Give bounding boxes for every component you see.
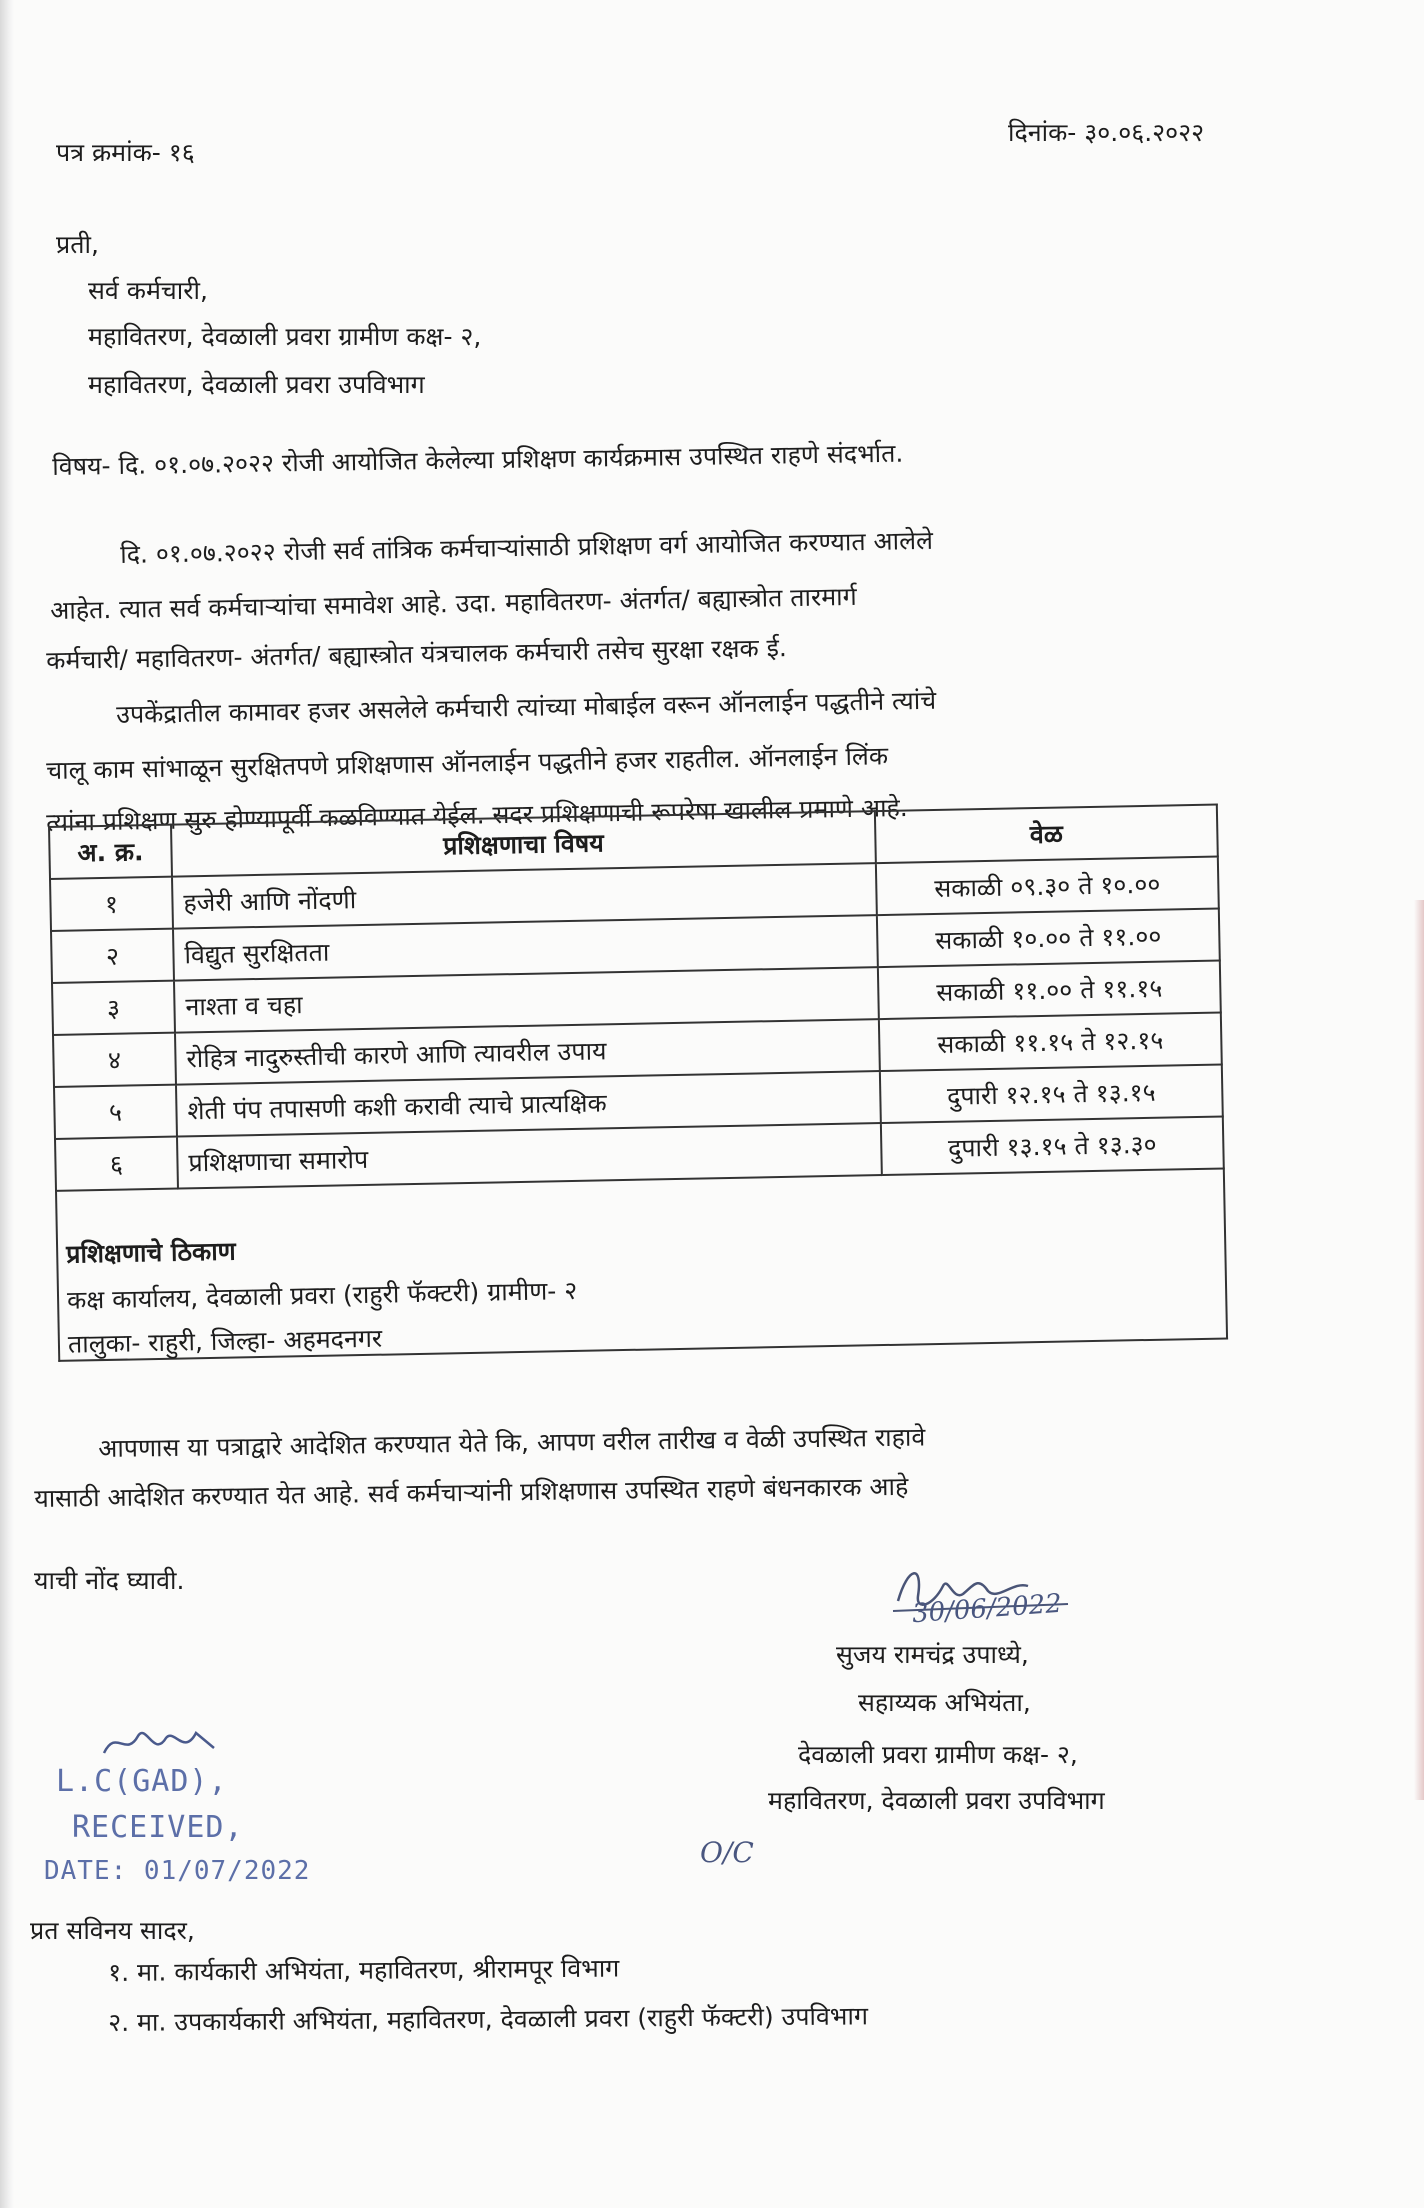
letter-date: दिनांक- ३०.०६.२०२२	[1008, 118, 1205, 147]
body-p1-line-3: कर्मचारी/ महावितरण- अंतर्गत/ बह्यास्त्रोत यंत्रचालक कर्मचारी तसेच सुरक्षा रक्षक ई.	[46, 633, 788, 675]
recipient-line-2: महावितरण, देवळाली प्रवरा ग्रामीण कक्ष- २,	[88, 322, 482, 351]
signatory-office-1: देवळाली प्रवरा ग्रामीण कक्ष- २,	[798, 1740, 1078, 1769]
received-stamp	[36, 1718, 356, 1898]
recipient-to: प्रती,	[56, 230, 99, 259]
page-left-edge	[0, 0, 14, 2208]
closing-line-2: यासाठी आदेशित करण्यात येत आहे. सर्व कर्मचाऱ्यांनी प्रशिक्षणास उपस्थित राहणे बंधनकारक आहे	[34, 1471, 909, 1513]
closing-line-3: याची नोंद घ्यावी.	[34, 1566, 185, 1595]
row-topic: रोहित्र नादुरुस्तीची कारणे आणि त्यावरील उपाय	[175, 1019, 880, 1085]
row-topic: हजेरी आणि नोंदणी	[172, 863, 877, 929]
venue-line-2: तालुका- राहुरी, जिल्हा- अहमदनगर	[67, 1323, 383, 1359]
venue-line-1: कक्ष कार्यालय, देवळाली प्रवरा (राहुरी फॅक्टरी) ग्रामीण- २	[66, 1275, 578, 1315]
venue-title: प्रशिक्षणाचे ठिकाण	[65, 1236, 236, 1269]
copy-to-heading: प्रत सविनय सादर,	[30, 1916, 195, 1945]
row-serial: ६	[55, 1137, 178, 1191]
row-time: दुपारी १२.१५ ते १३.१५	[880, 1065, 1223, 1124]
signatory-name: सुजय रामचंद्र उपाध्ये,	[836, 1640, 1029, 1669]
row-time: सकाळी ११.१५ ते १२.१५	[879, 1013, 1222, 1072]
training-schedule-table	[48, 804, 1228, 1362]
body-p2-line-3: त्यांना प्रशिक्षण सुरु होण्यापूर्वी कळविण्यात येईल. सदर प्रशिक्षणाची रूपरेषा खालील प्रमाणे आहे.	[46, 792, 908, 837]
signature-date: 30/06/2022	[911, 1588, 1063, 1630]
copy-to-item-2: २. मा. उपकार्यकारी अभियंता, महावितरण, देवळाली प्रवरा (राहुरी फॅक्टरी) उपविभाग	[108, 2001, 869, 2037]
stamp-line-2: RECEIVED,	[72, 1810, 244, 1845]
stamp-line-1: L.C(GAD),	[56, 1764, 228, 1799]
header-topic: प्रशिक्षणाचा विषय	[171, 811, 876, 877]
row-topic: शेती पंप तपासणी कशी करावी त्याचे प्रात्यक्षिक	[176, 1071, 881, 1137]
page-right-edge	[1414, 900, 1424, 1800]
row-time: सकाळी १०.०० ते ११.००	[877, 909, 1220, 968]
body-p2-line-1: उपकेंद्रातील कामावर हजर असलेले कर्मचारी त्यांच्या मोबाईल वरून ऑनलाईन पद्धतीने त्यांचे	[116, 685, 937, 729]
row-topic: प्रशिक्षणाचा समारोप	[177, 1123, 882, 1189]
recipient-line-3: महावितरण, देवळाली प्रवरा उपविभाग	[88, 370, 425, 399]
row-time: सकाळी ११.०० ते ११.१५	[878, 961, 1221, 1020]
signatory-office-2: महावितरण, देवळाली प्रवरा उपविभाग	[768, 1786, 1105, 1815]
row-serial: ४	[53, 1033, 176, 1087]
letter-ref-no: पत्र क्रमांक- १६	[56, 138, 195, 167]
letter-subject: विषय- दि. ०१.०७.२०२२ रोजी आयोजित केलेल्या प्रशिक्षण कार्यक्रमास उपस्थित राहणे संदर्भात.	[52, 438, 904, 481]
closing-line-1: आपणास या पत्राद्वारे आदेशित करण्यात येते कि, आपण वरील तारीख व वेळी उपस्थित राहावे	[98, 1422, 926, 1463]
stamp-initials	[96, 1718, 226, 1768]
row-serial: १	[50, 877, 173, 931]
row-topic: विद्युत सुरक्षितता	[173, 915, 878, 981]
stamp-line-3: DATE: 01/07/2022	[44, 1856, 311, 1886]
header-serial: अ. क्र.	[49, 825, 172, 879]
body-p2-line-2: चालू काम सांभाळून सुरक्षितपणे प्रशिक्षणास ऑनलाईन पद्धतीने हजर राहतील. ऑनलाईन लिंक	[46, 741, 889, 785]
row-time: दुपारी १३.१५ ते १३.३०	[881, 1117, 1224, 1176]
recipient-line-1: सर्व कर्मचारी,	[88, 276, 208, 305]
signatory-designation: सहाय्यक अभियंता,	[858, 1688, 1031, 1717]
row-topic: नाश्ता व चहा	[174, 967, 879, 1033]
row-serial: ३	[52, 981, 175, 1035]
row-serial: २	[51, 929, 174, 983]
row-serial: ५	[54, 1085, 177, 1139]
training-venue-box	[55, 1169, 1228, 1361]
row-time: सकाळी ०९.३० ते १०.००	[876, 857, 1219, 916]
handwritten-note: O/C	[700, 1836, 754, 1869]
body-p1-line-1: दि. ०१.०७.२०२२ रोजी सर्व तांत्रिक कर्मचाऱ्यांसाठी प्रशिक्षण वर्ग आयोजित करण्यात आलेले	[120, 525, 934, 569]
copy-to-item-1: १. मा. कार्यकारी अभियंता, महावितरण, श्रीरामपूर विभाग	[108, 1953, 620, 1987]
header-time: वेळ	[875, 805, 1218, 864]
body-p1-line-2: आहेत. त्यात सर्व कर्मचाऱ्यांचा समावेश आहे. उदा. महावितरण- अंतर्गत/ बह्यास्त्रोत तारमार्ग	[50, 581, 857, 625]
